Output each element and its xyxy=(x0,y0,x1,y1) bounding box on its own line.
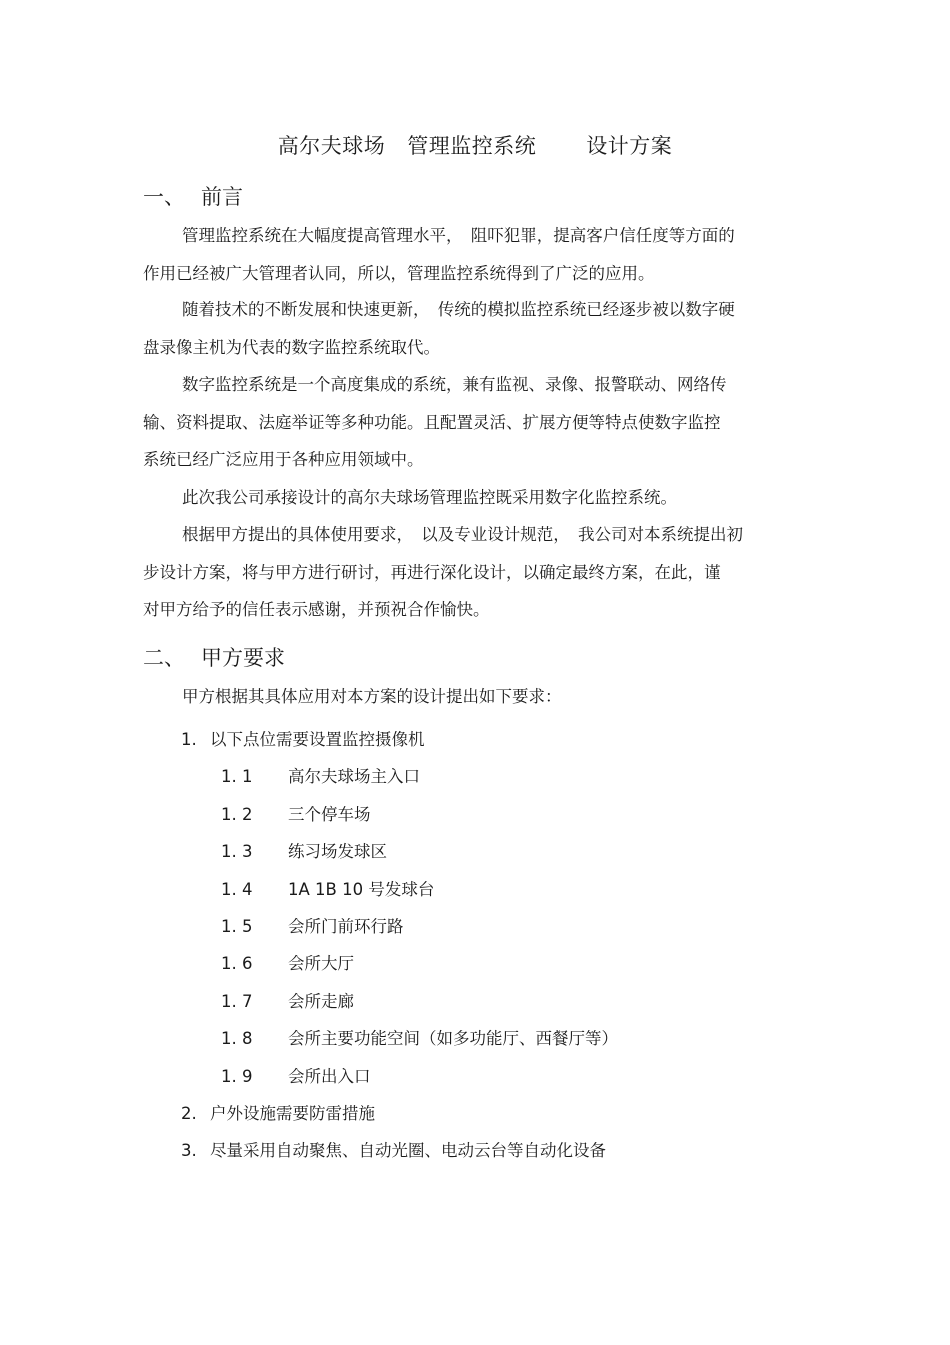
paragraph-line: 作用已经被广大管理者认同，所以，管理监控系统得到了广泛的应用。 xyxy=(143,263,655,283)
paragraph-line: 盘录像主机为代表的数字监控系统取代。 xyxy=(143,337,440,357)
sub-item-text: 会所主要功能空间（如多功能厅、西餐厅等） xyxy=(288,1029,618,1048)
sub-item xyxy=(221,1025,618,1049)
sub-item-number: 1. 1 xyxy=(221,767,253,786)
item-number: 1. xyxy=(181,730,197,749)
sub-item xyxy=(221,1063,371,1087)
sub-item-text: 1A 1B 10 号发球台 xyxy=(288,880,435,899)
paragraph-line: 根据甲方提出的具体使用要求， 以及专业设计规范， 我公司对本系统提出初 xyxy=(182,525,743,544)
sub-item xyxy=(221,763,420,787)
sub-item-number: 1. 2 xyxy=(221,805,253,824)
paragraph-line: 管理监控系统在大幅度提高管理水平， 阻吓犯罪，提高客户信任度等方面的 xyxy=(182,226,735,245)
paragraph-line: 随着技术的不断发展和快速更新， 传统的模拟监控系统已经逐步被以数字硬 xyxy=(182,300,735,319)
sub-item-text: 会所出入口 xyxy=(288,1067,371,1086)
item-text: 以下点位需要设置监控摄像机 xyxy=(210,730,425,749)
section-2-title: 甲方要求 xyxy=(201,646,285,670)
paragraph-3 xyxy=(143,366,803,479)
requirement-item xyxy=(181,1137,606,1161)
sub-item-text: 练习场发球区 xyxy=(288,842,387,861)
document-title xyxy=(0,130,950,160)
item-number: 2. xyxy=(181,1104,197,1123)
requirement-item xyxy=(181,1100,375,1124)
item-text: 尽量采用自动聚焦、自动光圈、电动云台等自动化设备 xyxy=(210,1141,606,1160)
sub-item-text: 三个停车场 xyxy=(288,805,371,824)
item-number: 3. xyxy=(181,1141,197,1160)
paragraph-line: 此次我公司承接设计的高尔夫球场管理监控既采用数字化监控系统。 xyxy=(182,488,677,507)
paragraph-line: 输、资料提取、法庭举证等多种功能。且配置灵活、扩展方便等特点使数字监控 xyxy=(143,412,721,432)
sub-item xyxy=(221,950,354,974)
sub-item-text: 会所走廊 xyxy=(288,992,354,1011)
sub-item-number: 1. 8 xyxy=(221,1029,253,1048)
paragraph-2 xyxy=(143,291,803,366)
section-1-heading xyxy=(143,181,243,211)
title-part-1: 高尔夫球场 xyxy=(277,134,386,158)
section-2-heading xyxy=(143,642,285,672)
sub-item xyxy=(221,838,387,862)
paragraph-line: 甲方根据其具体应用对本方案的设计提出如下要求： xyxy=(182,687,562,706)
title-part-2: 管理监控系统 xyxy=(407,134,537,158)
sub-item-text: 高尔夫球场主入口 xyxy=(288,767,420,786)
requirement-item xyxy=(181,726,425,750)
sub-item-number: 1. 3 xyxy=(221,842,253,861)
sub-item-number: 1. 6 xyxy=(221,954,253,973)
paragraph-line: 对甲方给予的信任表示感谢，并预祝合作愉快。 xyxy=(143,600,490,619)
title-part-3: 设计方案 xyxy=(586,134,673,158)
sub-item xyxy=(221,913,404,937)
paragraph-4 xyxy=(143,479,803,517)
section-1-title: 前言 xyxy=(201,185,243,209)
section-1-number: 一、 xyxy=(143,185,185,209)
paragraph-line: 系统已经广泛应用于各种应用领域中。 xyxy=(143,450,424,469)
sub-item-number: 1. 9 xyxy=(221,1067,253,1086)
sub-item-number: 1. 7 xyxy=(221,992,253,1011)
sub-item-number: 1. 5 xyxy=(221,917,253,936)
item-text: 户外设施需要防雷措施 xyxy=(210,1104,375,1123)
sub-item-text: 会所大厅 xyxy=(288,954,354,973)
section-2-intro xyxy=(143,678,803,716)
sub-item-text: 会所门前环行路 xyxy=(288,917,404,936)
paragraph-5 xyxy=(143,516,803,629)
sub-item-number: 1. 4 xyxy=(221,880,253,899)
sub-item xyxy=(221,801,371,825)
section-2-number: 二、 xyxy=(143,646,185,670)
paragraph-line: 数字监控系统是一个高度集成的系统，兼有监视、录像、报警联动、网络传 xyxy=(182,375,727,394)
sub-item xyxy=(221,876,434,900)
paragraph-1 xyxy=(143,217,803,292)
paragraph-line: 步设计方案，将与甲方进行研讨，再进行深化设计，以确定最终方案，在此，谨 xyxy=(143,562,721,582)
sub-item xyxy=(221,988,354,1012)
